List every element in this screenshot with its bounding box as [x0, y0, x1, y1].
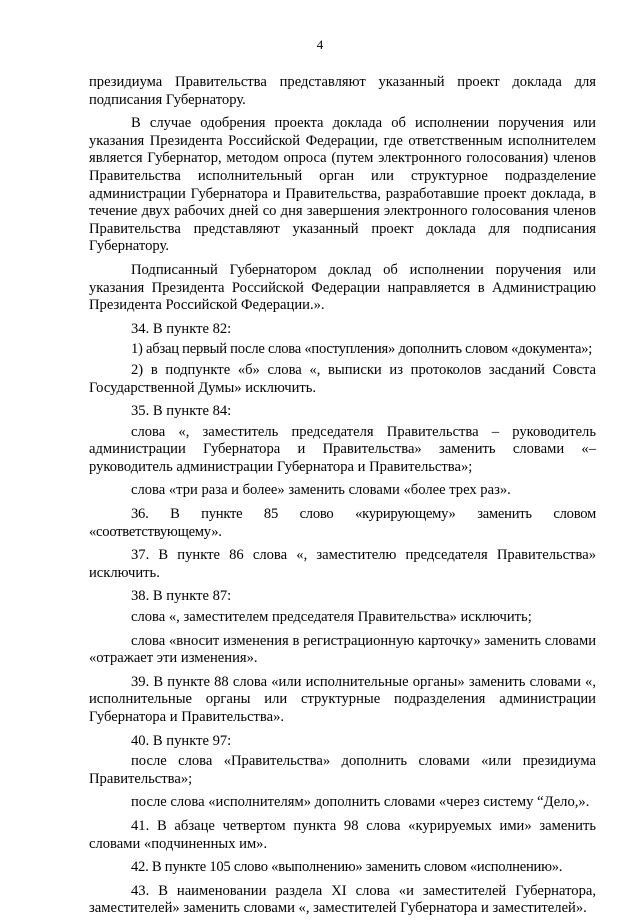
paragraph: 41. В абзаце четвертом пункта 98 слова «курируемых ими» заменить словами «подчиненных им». [89, 817, 596, 852]
paragraph: президиума Правительства представляют указанный проект доклада для подписания Губернатору. [89, 74, 596, 108]
paragraph: 34. В пункте 82: [131, 320, 232, 337]
paragraph: 2) в подпункте «б» слова «, выписки из протоколов засданий Совста Государственной Думы» исключить. [89, 361, 596, 396]
paragraph: 40. В пункте 97: [131, 732, 232, 749]
paragraph: В случае одобрения проекта доклада об исполнении поручения или указания Президента Российской Федерации, где ответственным исполнителем является Губернатор, методом опроса (путем электронного голосования) членов Правительства исполнительный орган или структурное подразделение администрации Губернатора и Правительства, разработавшие проект доклада, в течение двух рабочих дней со дня завершения электронного голосования членов Правительства представляют указанный проект доклада для подписания Губернатору. [89, 115, 596, 255]
paragraph: 39. В пункте 88 слова «или исполнительные органы» заменить словами «, исполнительные органы или структурные подразделения администрации Губернатора и Правительства». [89, 673, 596, 725]
paragraph: слова «, заместитель председателя Правительства – руководитель администрации Губернатора и Правительства» заменить словами «– руководитель администрации Губернатора и Правительства»; [89, 423, 596, 475]
page-number: 4 [316, 37, 324, 52]
paragraph: после слова «исполнителям» дополнить словами «через систему “Дело,». [131, 794, 590, 811]
paragraph: 35. В пункте 84: [131, 403, 232, 420]
paragraph: 42. В пункте 105 слово «выполнению» заменить словом «исполнению». [131, 859, 563, 876]
paragraph: 37. В пункте 86 слова «, заместителю председателя Правительства» исключить. [89, 547, 596, 581]
paragraph: Подписанный Губернатором доклад об исполнении поручения или указания Президента Российской Федерации направляется в Администрацию Президента Российской Федерации.». [89, 261, 596, 314]
paragraph: слова «, заместителем председателя Правительства» исключить; [131, 609, 532, 626]
document-body [89, 74, 596, 924]
paragraph: 43. В наименовании раздела XI слова «и заместителей Губернатора, заместителей» заменить словами «, заместителей Губернатора и заместителей». [89, 882, 596, 917]
paragraph: 36. В пункте 85 слово «курирующему» заменить словом «соответствующему». [89, 506, 596, 540]
paragraph: 38. В пункте 87: [131, 588, 232, 605]
paragraph: 1) абзац первый после слова «поступления» дополнить словом «документа»; [131, 341, 593, 358]
paragraph: после слова «Правительства» дополнить словами «или президиума Правительства»; [89, 753, 596, 787]
paragraph: слова «три раза и более» заменить словами «более трех раз». [131, 482, 511, 499]
paragraph: слова «вносит изменения в регистрационную карточку» заменить словами «отражает эти изменения». [89, 632, 596, 667]
